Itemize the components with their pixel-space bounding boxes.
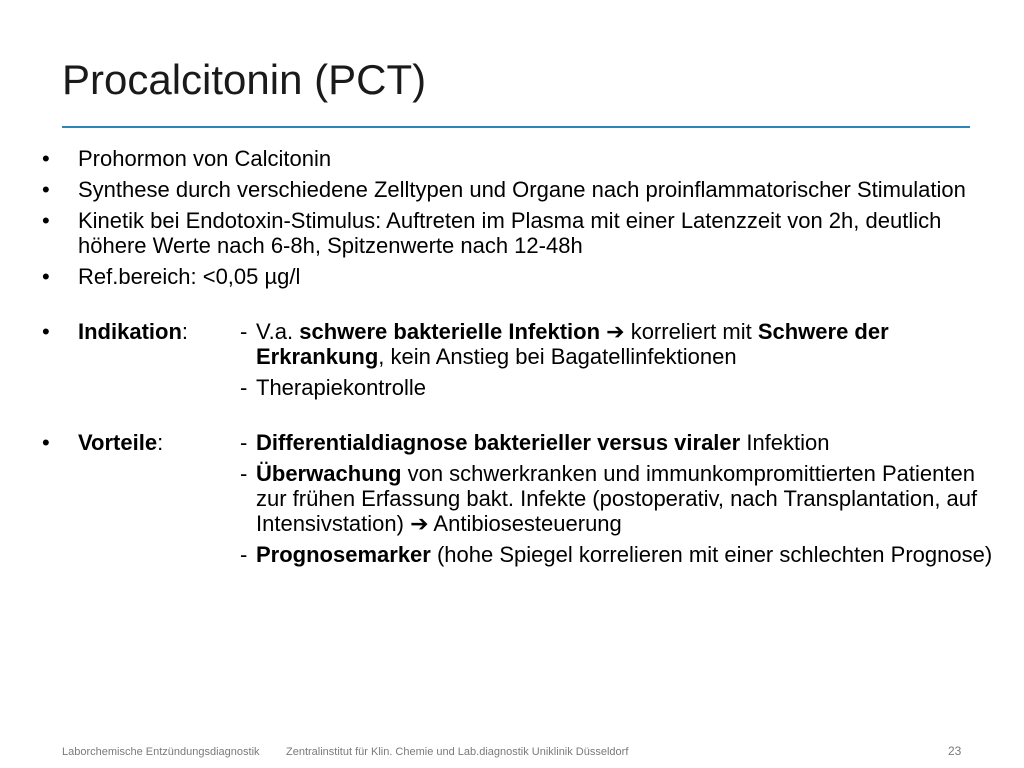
entry-text: von schwerkranken und immunkompromittierten Patienten zur frühen Erfassung bakt. Infekte (postoperativ, nach Transplantation, auf Intensivstation) <box>256 461 978 536</box>
entry-bold-text: Überwachung <box>256 461 402 486</box>
entry-text: korreliert mit <box>630 319 758 344</box>
dash: - <box>240 375 248 400</box>
entry-bold-text: Differentialdiagnose bakterieller versus viraler <box>256 430 741 455</box>
footer-course-title: Laborchemische Entzündungsdiagnostik <box>62 746 260 758</box>
label-colon: : <box>181 319 189 344</box>
indikation-label-text: Indikation <box>78 319 182 344</box>
vorteile-entries <box>240 430 996 567</box>
label-colon: : <box>157 430 164 455</box>
bullet-dot: • <box>42 177 50 202</box>
entry-text: (hohe Spiegel korrelieren mit einer schlechten Prognose) <box>430 542 993 567</box>
bullet-text: Ref.bereich: <0,05 µg/l <box>78 264 301 289</box>
bullet-dot: • <box>42 146 50 171</box>
bullet-dot: • <box>42 430 50 455</box>
indikation-label <box>78 319 240 400</box>
vorteile-entry <box>240 430 996 455</box>
vorteile-label <box>78 430 240 567</box>
vorteile-entry <box>240 461 996 536</box>
bullet-item <box>36 146 996 171</box>
bullet-dot: • <box>42 208 50 233</box>
vorteile-entry <box>240 542 996 567</box>
title-underline <box>62 126 970 128</box>
bullet-item <box>36 208 996 258</box>
entry-bold-text: Prognosemarker <box>256 542 431 567</box>
bullet-text: Kinetik bei Endotoxin-Stimulus: Auftreten im Plasma mit einer Latenzzeit von 2h, deutlich höhere Werte nach 6-8h, Spitzenwerte nach 12-48h <box>78 208 942 258</box>
vorteile-label-text: Vorteile <box>78 430 158 455</box>
entry-text: Antibiosesteuerung <box>433 511 622 536</box>
indikation-section <box>36 319 996 400</box>
entry-bold-text: Schwere der Erkrankung <box>256 319 889 369</box>
dash: - <box>240 319 248 344</box>
entry-bold-text: schwere bakterielle Infektion <box>299 319 601 344</box>
bullet-item <box>36 177 996 202</box>
bullet-item <box>36 264 996 289</box>
vorteile-row <box>78 430 996 567</box>
bullet-text: Synthese durch verschiedene Zelltypen und Organe nach proinflammatorischer Stimulation <box>78 177 966 202</box>
indikation-entry <box>240 375 996 400</box>
indikation-entry <box>240 319 996 369</box>
dash: - <box>240 542 248 567</box>
page-number: 23 <box>948 744 962 758</box>
arrow-icon: ➔ <box>403 511 434 536</box>
indikation-row <box>78 319 996 400</box>
footer-institute: Zentralinstitut für Klin. Chemie und Lab.diagnostik Uniklinik Düsseldorf <box>286 746 629 758</box>
arrow-icon: ➔ <box>600 319 631 344</box>
bullet-dot: • <box>42 319 50 344</box>
indikation-entries <box>240 319 996 400</box>
entry-text: V.a. <box>256 319 300 344</box>
dash: - <box>240 461 248 486</box>
entry-text: Infektion <box>740 430 830 455</box>
bullet-dot: • <box>42 264 50 289</box>
bullet-text: Prohormon von Calcitonin <box>78 146 332 171</box>
vorteile-section <box>36 430 996 567</box>
slide-content <box>36 146 996 567</box>
slide-title: Procalcitonin (PCT) <box>62 56 427 103</box>
entry-text: Therapiekontrolle <box>256 375 426 400</box>
entry-text: , kein Anstieg bei Bagatellinfektionen <box>378 344 737 369</box>
dash: - <box>240 430 248 455</box>
